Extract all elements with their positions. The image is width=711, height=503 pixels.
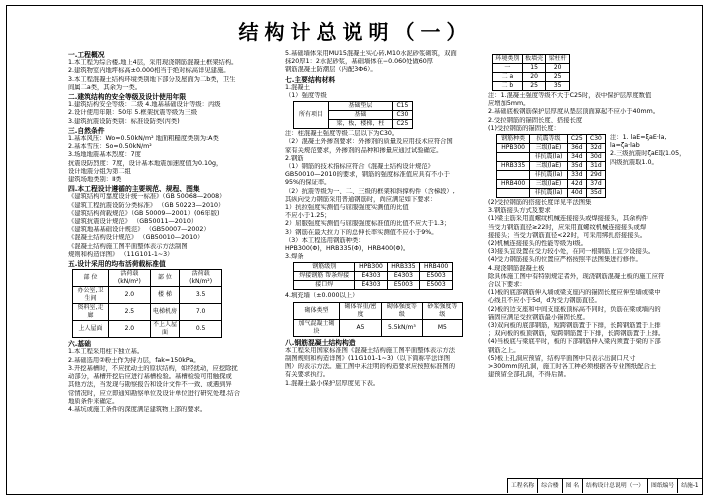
table-header-cell: 板墙壳	[522, 55, 546, 64]
table-cell: M5	[422, 319, 462, 336]
table-cell: 36d	[567, 144, 586, 153]
title-block-cell: 结构设计总说明（一）	[582, 479, 647, 493]
text-line: 抹20厚1：2水泥砂浆，基础墙体在−0.060处做60厚	[285, 58, 434, 66]
text-line: (3)接头宜设置在受力较小处，在同一根钢筋上宜少设接头。	[488, 248, 655, 256]
section-body	[488, 92, 700, 133]
section-body	[285, 138, 483, 261]
text-line: (4)当板底与梁底平时，板的下部钢筋伸入梁内须置于梁的下部	[488, 338, 661, 346]
text-line: (1)板的底部钢筋伸入墙或梁支座内的锚固长度应伸至墙或梁中	[488, 289, 661, 297]
table-cell: HPB300	[497, 144, 530, 153]
table-header-cell: 砌体类型	[294, 302, 340, 319]
text-line: 3.建筑抗震设防类别：标准设防类(丙类)	[68, 117, 180, 125]
text-line: 制图规则和构造详图》(11G101-1~3)（以下简称平法详图	[285, 355, 451, 363]
text-line: GB50010—2010的要求，钢筋的强度标准值应具有不小于	[285, 171, 450, 179]
section-heading: 六.基础	[68, 340, 91, 349]
text-line: 规则和构造详图》 （11G101-1~3）	[68, 250, 174, 258]
cover-thickness-table	[492, 54, 570, 91]
text-line: 地质条件来确定。	[68, 397, 119, 405]
text-line: 2.基础底板钢筋保护层厚度从垫层顶面算起不应小于40mm。	[488, 108, 660, 116]
text-line: 合以下要求：	[488, 281, 526, 289]
text-line: 应增加5mm。	[488, 100, 530, 108]
title-block-cell: 结施-1	[677, 479, 702, 493]
text-line: 设计地震分组为第二组	[68, 167, 131, 175]
section-heading: 三.自然条件	[68, 126, 105, 135]
text-line: 本工程采用国家标准图《混凝土结构施工图平面整体表示方法	[285, 346, 456, 354]
table-row	[294, 263, 453, 272]
text-line: 除具体施工图中有特别规定者外，现浇钢筋混凝土板的施工应符	[488, 272, 665, 280]
table-cell: 20	[546, 64, 570, 73]
table-cell: 40d	[567, 189, 586, 198]
section-body	[68, 135, 278, 184]
text-line: （2）抗震等级为一、二、三级的框架和斜撑构件（含梯段）,	[285, 187, 455, 195]
section-body	[285, 50, 483, 75]
table-header-cell: 抗震等级	[530, 135, 568, 144]
welding-rod-table	[293, 262, 453, 290]
table-row	[294, 281, 453, 290]
text-line: 《建筑抗震设计规范》 （GB50011—2010）	[68, 218, 198, 226]
text-line: 其纵向受力钢筋采用普通钢筋时，尚应满足如下要求：	[285, 195, 437, 203]
text-line: 3.钢筋接头方式及要求	[488, 207, 551, 215]
section-body	[68, 348, 278, 414]
table-row	[497, 144, 606, 153]
text-line: 2.设计使用年限：50年 5.框架抗震等级为三级	[68, 109, 198, 117]
table-cell: 不上人屋面	[150, 321, 179, 338]
section-heading: 一.工程概况	[68, 51, 105, 59]
live-load-rows	[73, 287, 222, 338]
title-block-cell: 图纸编号	[647, 479, 677, 493]
table-row	[497, 135, 606, 144]
title-block-cell: 图 名	[562, 479, 582, 493]
text-line: 注：1. laE=ξaE·la,	[610, 134, 667, 142]
table-row	[497, 153, 606, 162]
subsection-label: （1）强度等级	[285, 92, 327, 100]
text-line: 间属二a类，其余为一类。	[68, 83, 142, 91]
table-row	[497, 162, 606, 171]
text-line: 5.基础墙体采用MU15混凝土实心砖,M10水泥砂浆砌筑，双面	[285, 50, 457, 57]
table-cell: 34d	[567, 153, 586, 162]
column-right	[488, 54, 700, 379]
text-line: 建筑场地类别：Ⅱ类	[68, 176, 122, 184]
text-line: 3.场地地震基本烈度：7度	[68, 151, 141, 159]
text-line: 2.钢筋	[285, 154, 304, 162]
table-cell: 35d	[586, 189, 605, 198]
table-cell: 非抗震(la)	[530, 189, 568, 198]
cover-rows	[493, 64, 570, 91]
table-row	[294, 319, 463, 336]
section-body	[488, 199, 700, 379]
table-cell: E4303	[355, 272, 387, 281]
table-header-cell: 活荷载(kN/m²)	[180, 270, 222, 287]
table-cell: E5003	[420, 272, 453, 281]
table-row	[73, 321, 222, 338]
table-cell: HRB400	[420, 263, 453, 272]
text-line: 《建筑结构荷载规范》（GB 50009—2001）(06年版)	[68, 209, 220, 217]
table-row	[497, 171, 606, 180]
table-cell: 二 a	[493, 73, 523, 82]
text-line: （2）混凝土外掺剂要求：外掺剂的质量及应用技术应符合国	[285, 138, 453, 146]
table-cell: 42d	[567, 180, 586, 189]
text-line: 不应小于1.25；	[285, 212, 331, 220]
text-line: 有关要求执行。	[285, 371, 330, 379]
text-line: 2.三级抗震时ζaE取1.05，	[610, 150, 686, 158]
text-line: （1）钢筋的技术指标应符合《混凝土结构设计规范》	[285, 163, 434, 171]
text-line: 1）抗拉强度实测值与屈服强度实测值的比值	[285, 204, 409, 212]
section-body	[285, 347, 483, 388]
text-line: 2.建筑物室内地坪标高±0.000相当于绝对标高详见建施。	[68, 67, 230, 75]
text-line: 常情况时，应立即通知勘察单位及设计单位进行研究处理.结合	[68, 389, 241, 397]
table-cell	[497, 171, 530, 180]
table-cell: 二 b	[493, 82, 523, 91]
table-cell: 20	[522, 73, 546, 82]
text-line: 《混凝土结构设计规范》 （GB50010—2010）	[68, 234, 204, 242]
text-line: 图）的表示方法。施工图中未注明的构造要求应按照标准图的	[285, 363, 456, 371]
infill-wall-table	[293, 302, 463, 337]
text-line: 4.基坑或施工条件的深度满足建筑物上部的要求。	[68, 405, 207, 413]
text-line: 95%的保证率。	[285, 179, 331, 187]
text-line: (2)板的边支座和中间支座板顶标高不同时，负筋在梁或墙内的	[488, 305, 661, 313]
text-line: 《建筑工程抗震设防分类标准》 （GB 50223—2010）	[68, 201, 225, 209]
table-cell	[497, 153, 530, 162]
section-heading: 二.建筑结构的安全等级及设计使用年限	[68, 93, 187, 102]
anchorage-note	[610, 134, 685, 167]
table-cell: 0.5	[180, 321, 222, 338]
text-line: （3）本工程选用钢筋种类：	[285, 236, 365, 244]
title-block-cell: 综合楼	[537, 479, 561, 493]
table-cell: 上人屋面	[73, 321, 109, 338]
text-line: 《建筑结构可靠度设计统一标准》（GB 50068—2008）	[68, 193, 226, 201]
text-line: 抗震设防烈度：7度，设计基本地震加速度值为0.10g，	[68, 159, 223, 167]
table-row	[294, 272, 453, 281]
subsection-label: 4.填充墙（±0.000以上）	[285, 292, 359, 300]
text-line: 四级抗震取1.0。	[610, 158, 658, 166]
table-cell: 7.0	[180, 304, 222, 321]
text-line: 钢筋之上。	[488, 346, 520, 354]
text-line: 1.本工程采用柱下独立基。	[68, 348, 144, 356]
text-line: 《建筑地基基础设计规范》 （GB50007—2002）	[68, 226, 210, 234]
table-row	[493, 64, 570, 73]
table-cell: 25	[522, 82, 546, 91]
table-header-cell: 部 位	[150, 270, 179, 287]
table-header-cell: 部 位	[73, 270, 109, 287]
text-line: 4.现浇钢筋混凝土板	[488, 264, 545, 272]
table-cell: 一	[493, 64, 523, 73]
table-row	[73, 270, 222, 287]
table-row	[493, 55, 570, 64]
text-line: 其他方法，当发现与勘察报告和设计文件不一致、或遇到异	[68, 381, 232, 389]
text-line: la=ζa·lab	[610, 142, 640, 150]
table-cell: C15	[392, 102, 412, 111]
table-cell: 30d	[586, 153, 605, 162]
text-line: (1)梁主筋采用直螺纹机械连接接头或焊接接头，其余构件	[488, 215, 649, 223]
table-cell: 2.0	[108, 287, 150, 304]
table-cell: 32d	[586, 144, 605, 153]
section-body	[68, 59, 278, 92]
table-cell: 三级(laE)	[530, 180, 568, 189]
table-header-cell: 砌体容重/密度	[339, 302, 381, 319]
text-line: 2.受拉钢筋的锚固长度、搭接长度	[488, 116, 583, 124]
table-row	[493, 73, 570, 82]
table-cell: E5003	[387, 281, 420, 290]
text-line: >300mm的孔洞，施工时各工种必须根据各专业图纸配合土	[488, 363, 657, 371]
table-cell: 焊接钢筋 帮条焊接	[294, 272, 355, 281]
table-cell: E5003	[420, 281, 453, 290]
anchorage-length-table	[496, 134, 606, 198]
section-heading: 七.主要结构材料	[285, 75, 336, 84]
table-row	[294, 102, 413, 111]
table-cell: 非抗震(la)	[530, 153, 568, 162]
title-block-cell: 工程名称	[507, 479, 537, 493]
table-cell: 25	[546, 73, 570, 82]
table-cell: HRB335	[387, 263, 420, 272]
text-line: 心线且不应小于5d，d为受力钢筋直径。	[488, 297, 601, 305]
welding-rows	[294, 263, 453, 290]
text-line: 1.基本风压：Wo=0.50kN/m² 地面粗糙度类别为:A类	[68, 135, 219, 143]
text-line: 家有关规范要求，外掺剂的品种和掺量应通过试验确定。	[285, 146, 443, 154]
text-line: 1.本工程为综合楼,地上4层，采用现浇钢筋混凝土框架结构。	[68, 59, 238, 67]
anchorage-rows	[497, 144, 606, 198]
text-line: 2）屈服强度实测值与屈服强度标准值的比值不应大于1.3；	[285, 220, 451, 228]
title-block	[507, 478, 703, 493]
table-row	[497, 189, 606, 198]
table-cell: 33d	[567, 171, 586, 180]
text-line: 3）钢筋在最大拉力下的总伸长率实测值不应小于9%。	[285, 228, 438, 236]
text-line: 建预留全部孔洞，不得后凿。	[488, 371, 570, 379]
table-header-cell: C30	[586, 135, 605, 144]
table-row	[73, 304, 222, 321]
table-header-cell: 砂浆强度等级	[422, 302, 462, 319]
text-line: 3.本工程混凝土结构环境类别地下部分及屋面为二b类，卫生	[68, 75, 236, 83]
text-line: 3.焊条	[285, 253, 304, 261]
text-line: 钢筋混凝土防潮层（内配3Φ6）。	[285, 66, 377, 74]
table-cell: 35d	[567, 162, 586, 171]
table-cell: 2.0	[108, 321, 150, 338]
table-cell: 37d	[586, 180, 605, 189]
table-cell: 所有项目	[294, 102, 329, 129]
table-note: 注：柱混凝土强度等级二层以下为C30。	[285, 130, 399, 138]
text-line: ；双向板的板顶钢筋，短跨钢筋置于下排，长跨钢筋置于上排。	[488, 330, 665, 338]
table-cell: 31d	[586, 162, 605, 171]
table-cell: 楼 梯	[150, 287, 179, 304]
section-heading: 八.钢筋混凝土结构构造	[285, 338, 356, 347]
table-row	[73, 287, 222, 304]
text-line: 《混凝土结构施工图平面整体表示方法制图	[68, 242, 188, 250]
table-cell: 资料室,走廊	[73, 304, 109, 321]
text-line: (5)板上孔洞应预留，结构平面图中只表示出洞口尺寸	[488, 354, 636, 362]
table-cell: HPB300	[355, 263, 387, 272]
table-header-cell: 环境类别	[493, 55, 523, 64]
table-header-cell: 活荷载(kN/m²)	[108, 270, 150, 287]
section-heading: 五.设计采用的均布活荷载标准值	[68, 260, 166, 269]
text-line: 接接头；当受力钢筋直径<22时，可采用绑扎搭接接头。	[488, 231, 647, 239]
section-body	[68, 101, 278, 126]
column-middle	[285, 50, 483, 388]
text-line: (2)机械连接接头的性能等级为Ⅰ级。	[488, 240, 587, 248]
table-cell: 非抗震(la)	[530, 171, 568, 180]
table-cell: 三级(laE)	[530, 144, 568, 153]
table-cell: 办公室,卫生间	[73, 287, 109, 304]
table-cell: 3.5	[180, 287, 222, 304]
table-row	[493, 82, 570, 91]
text-line: 2.基础选用②粉土作为持力层，fak=150kPa。	[68, 356, 200, 364]
text-line: 3.开挖基槽时，不应扰动土的原状结构，如经扰动，应挖除扰	[68, 364, 238, 372]
table-header-cell: 钢筋种类	[497, 135, 530, 144]
text-line: (3)双向板的底部钢筋，短跨钢筋置于下排，长跨钢筋置于上排	[488, 322, 661, 330]
table-cell: 29d	[586, 171, 605, 180]
table-row	[497, 180, 606, 189]
table-cell: A5	[339, 319, 381, 336]
text-line: 2.基本雪压：So=0.50kN/m²	[68, 143, 152, 151]
section-body	[68, 193, 278, 259]
table-header-cell: 梁柱杆	[546, 55, 570, 64]
table-header-cell: 砌体强度等级	[382, 302, 423, 319]
text-line: 动部分，基槽开挖后应进行基槽检验。基槽检验可用触探或	[68, 373, 232, 381]
text-line: 当受力钢筋直径≥22时，应采用直螺纹机械连接接头或焊	[488, 223, 647, 231]
text-line: (1)受拉钢筋的锚固长度：	[488, 124, 560, 132]
live-load-table	[72, 269, 222, 338]
table-cell: HRB335	[497, 162, 530, 171]
table-cell: 电梯机房	[150, 304, 179, 321]
table-cell: 加气混凝土砌块	[294, 319, 340, 336]
text-line: 1.建筑结构安全等级：二级 4.地基基础设计等级：丙级	[68, 101, 221, 109]
table-cell: E4303	[355, 281, 387, 290]
table-header-cell: C25	[567, 135, 586, 144]
section-heading: 四.本工程设计遵循的主要规范、规程、图集	[68, 185, 200, 194]
text-line: HPB300(Φ)，HRB335(Φ)，HRB400(Φ)。	[285, 245, 410, 253]
table-cell: E4303	[387, 272, 420, 281]
text-line: 1.混凝土最小保护层厚度见下表。	[285, 379, 380, 387]
text-line: (4)受力钢筋接头的位置应严格按照平法图集进行修作。	[488, 256, 642, 264]
table-cell: 35	[546, 82, 570, 91]
table-cell: HRB400	[497, 180, 530, 189]
table-cell: C25	[392, 120, 412, 129]
table-cell: 接口焊	[294, 281, 355, 290]
table-cell: 三级(laE)	[530, 162, 568, 171]
text-line: 锚固应满足受拉钢筋最小锚固长度。	[488, 313, 589, 321]
table-cell: 梁，板，楼梯，柱	[328, 120, 392, 129]
table-cell: 5.5kN/m³	[382, 319, 423, 336]
concrete-grade-table	[293, 101, 413, 129]
table-cell	[497, 189, 530, 198]
subsection-label: 1.混凝土	[285, 83, 310, 91]
table-cell: C30	[392, 111, 412, 120]
column-left	[68, 50, 278, 414]
table-cell: 钢筋级别	[294, 263, 355, 272]
table-row	[294, 302, 463, 319]
table-cell: 15	[522, 64, 546, 73]
table-cell: 2.5	[108, 304, 150, 321]
text-line: (2)受拉钢筋的搭接长度详见平法图集	[488, 199, 592, 207]
table-cell: 基础垫层	[328, 102, 392, 111]
page-title: 结构计总说明（一）	[238, 20, 473, 44]
table-cell: 基础	[328, 111, 392, 120]
text-line: 注：1.混凝土强度等级不大于C25时，表中保护层厚度数值	[488, 92, 652, 99]
